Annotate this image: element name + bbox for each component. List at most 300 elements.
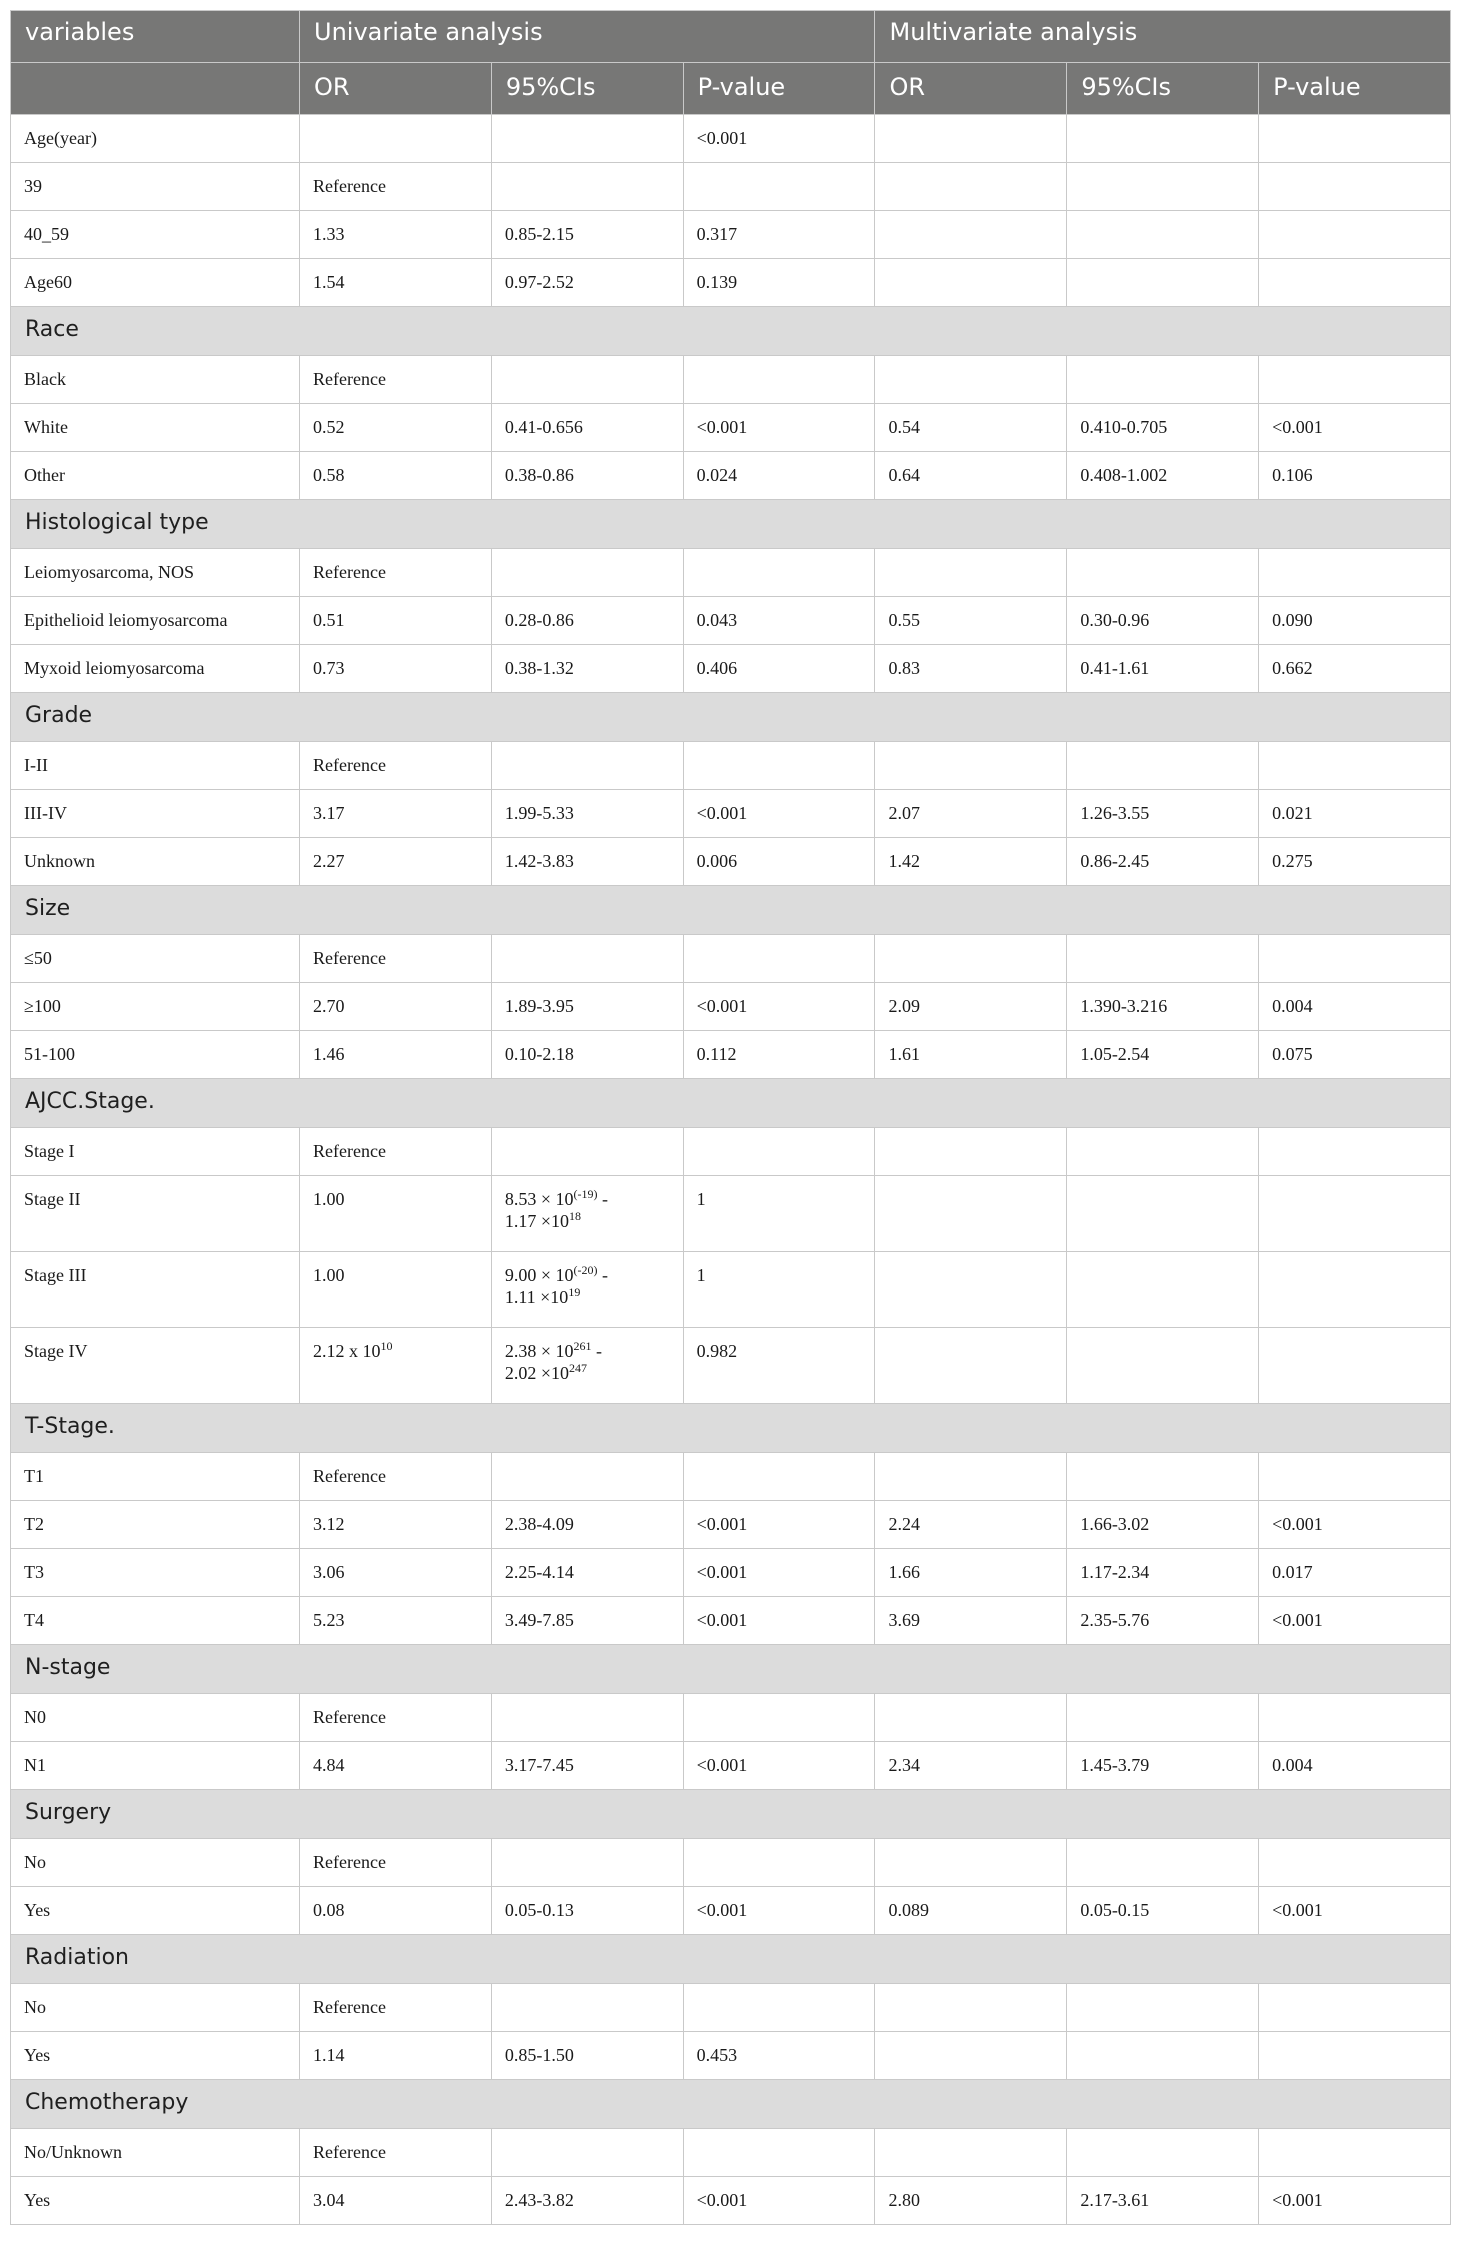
header-uni-ci: 95%CIs xyxy=(491,63,683,115)
cell-multi-p xyxy=(1259,1694,1451,1742)
cell-multi-or: 1.66 xyxy=(875,1549,1067,1597)
cell-variable: ≥100 xyxy=(11,983,300,1031)
or-exponent: 10 xyxy=(380,1339,393,1353)
table-header xyxy=(11,11,1451,115)
cell-uni-p: 0.024 xyxy=(683,452,875,500)
cell-uni-or: Reference xyxy=(300,1984,492,2032)
ci-lower-exponent: 261 xyxy=(573,1339,592,1353)
cell-uni-p xyxy=(683,935,875,983)
ci-lower-exponent: (-19) xyxy=(573,1187,598,1201)
cell-multi-p xyxy=(1259,935,1451,983)
cell-variable: 40_59 xyxy=(11,211,300,259)
cell-uni-or: 3.12 xyxy=(300,1501,492,1549)
cell-uni-ci: 2.38-4.09 xyxy=(491,1501,683,1549)
cell-uni-or: Reference xyxy=(300,549,492,597)
cell-uni-ci xyxy=(491,356,683,404)
cell-uni-p: 0.006 xyxy=(683,838,875,886)
cell-multi-ci: 2.35-5.76 xyxy=(1067,1597,1259,1645)
cell-multi-or: 2.80 xyxy=(875,2177,1067,2225)
cell-variable: Yes xyxy=(11,2177,300,2225)
table-row xyxy=(11,742,1451,790)
cell-uni-ci: 3.49-7.85 xyxy=(491,1597,683,1645)
cell-multi-p xyxy=(1259,163,1451,211)
cell-uni-ci xyxy=(491,163,683,211)
cell-uni-ci: 0.28-0.86 xyxy=(491,597,683,645)
table-row xyxy=(11,1252,1451,1328)
cell-multi-or xyxy=(875,211,1067,259)
cell-multi-or xyxy=(875,1453,1067,1501)
cell-uni-p: <0.001 xyxy=(683,1549,875,1597)
cell-variable: Stage III xyxy=(11,1252,300,1328)
cell-multi-p xyxy=(1259,2129,1451,2177)
table-row xyxy=(11,1328,1451,1404)
cell-uni-or: 4.84 xyxy=(300,1742,492,1790)
cell-uni-p: 1 xyxy=(683,1252,875,1328)
header-multi-ci: 95%CIs xyxy=(1067,63,1259,115)
cell-uni-p: <0.001 xyxy=(683,790,875,838)
cell-multi-p: 0.004 xyxy=(1259,983,1451,1031)
cell-empty xyxy=(1259,115,1451,163)
cell-multi-p: 0.662 xyxy=(1259,645,1451,693)
cell-uni-p: 0.453 xyxy=(683,2032,875,2080)
header-row-1 xyxy=(11,11,1451,63)
cell-uni-ci: 3.17-7.45 xyxy=(491,1742,683,1790)
cell-uni-or: 1.46 xyxy=(300,1031,492,1079)
cell-multi-p xyxy=(1259,1453,1451,1501)
table-row xyxy=(11,790,1451,838)
cell-uni-ci xyxy=(491,1176,683,1252)
cell-multi-ci xyxy=(1067,211,1259,259)
cell-multi-ci xyxy=(1067,935,1259,983)
table-row xyxy=(11,452,1451,500)
section-row xyxy=(11,1790,1451,1839)
cell-multi-or: 0.54 xyxy=(875,404,1067,452)
cell-uni-p: <0.001 xyxy=(683,1501,875,1549)
cell-multi-or: 1.42 xyxy=(875,838,1067,886)
table-row xyxy=(11,2032,1451,2080)
header-univariate: Univariate analysis xyxy=(300,11,875,63)
cell-uni-ci xyxy=(491,1252,683,1328)
cell-variable: 51-100 xyxy=(11,1031,300,1079)
cell-variable: ≤50 xyxy=(11,935,300,983)
table-row xyxy=(11,211,1451,259)
cell-uni-p: <0.001 xyxy=(683,115,875,163)
cell-uni-ci xyxy=(491,742,683,790)
cell-uni-or: 3.06 xyxy=(300,1549,492,1597)
cell-multi-ci xyxy=(1067,1453,1259,1501)
cell-uni-ci: 0.41-0.656 xyxy=(491,404,683,452)
cell-uni-p xyxy=(683,163,875,211)
header-uni-p: P-value xyxy=(683,63,875,115)
table-row xyxy=(11,356,1451,404)
header-multivariate: Multivariate analysis xyxy=(875,11,1450,63)
section-title: N-stage xyxy=(11,1645,1451,1694)
cell-multi-ci: 0.408-1.002 xyxy=(1067,452,1259,500)
cell-multi-or xyxy=(875,1839,1067,1887)
cell-uni-or: 1.00 xyxy=(300,1252,492,1328)
group-title-row xyxy=(11,115,1451,163)
table-row xyxy=(11,983,1451,1031)
cell-empty xyxy=(1067,1176,1259,1252)
cell-uni-or: 0.52 xyxy=(300,404,492,452)
cell-multi-p: 0.004 xyxy=(1259,1742,1451,1790)
cell-uni-or: 0.08 xyxy=(300,1887,492,1935)
cell-empty xyxy=(1259,1252,1451,1328)
cell-uni-ci: 1.42-3.83 xyxy=(491,838,683,886)
cell-variable: III-IV xyxy=(11,790,300,838)
cell-uni-or xyxy=(300,1328,492,1404)
cell-multi-p xyxy=(1259,259,1451,307)
ci-lower-mantissa: 9.00 × 10 xyxy=(504,1265,574,1285)
cell-multi-ci: 1.26-3.55 xyxy=(1067,790,1259,838)
cell-multi-ci: 0.05-0.15 xyxy=(1067,1887,1259,1935)
section-title: Race xyxy=(11,307,1451,356)
cell-multi-or: 3.69 xyxy=(875,1597,1067,1645)
cell-variable: T2 xyxy=(11,1501,300,1549)
cell-multi-or xyxy=(875,356,1067,404)
cell-uni-or: 1.00 xyxy=(300,1176,492,1252)
cell-variable: Unknown xyxy=(11,838,300,886)
cell-uni-p xyxy=(683,1453,875,1501)
cell-empty xyxy=(1067,1328,1259,1404)
cell-multi-p xyxy=(1259,1839,1451,1887)
ci-upper-exponent: 18 xyxy=(568,1208,581,1223)
cell-uni-ci xyxy=(491,1128,683,1176)
table-row xyxy=(11,1453,1451,1501)
header-row-2 xyxy=(11,63,1451,115)
table-row xyxy=(11,1839,1451,1887)
table-row xyxy=(11,1176,1451,1252)
regression-table xyxy=(10,10,1451,2225)
section-row xyxy=(11,500,1451,549)
cell-uni-ci xyxy=(491,1453,683,1501)
cell-multi-or xyxy=(875,1128,1067,1176)
cell-variable: White xyxy=(11,404,300,452)
cell-uni-or: Reference xyxy=(300,356,492,404)
cell-multi-ci xyxy=(1067,1128,1259,1176)
cell-multi-ci xyxy=(1067,1984,1259,2032)
cell-multi-ci xyxy=(1067,549,1259,597)
cell-uni-p: 0.406 xyxy=(683,645,875,693)
cell-uni-p: <0.001 xyxy=(683,1597,875,1645)
cell-multi-ci: 0.41-1.61 xyxy=(1067,645,1259,693)
ci-upper-exponent: 247 xyxy=(568,1360,587,1375)
cell-uni-or: Reference xyxy=(300,935,492,983)
cell-variable: 39 xyxy=(11,163,300,211)
cell-multi-ci: 1.05-2.54 xyxy=(1067,1031,1259,1079)
cell-uni-p: <0.001 xyxy=(683,1887,875,1935)
table-row xyxy=(11,935,1451,983)
header-multi-or: OR xyxy=(875,63,1067,115)
cell-uni-or xyxy=(300,115,492,163)
table-row xyxy=(11,1031,1451,1079)
cell-uni-or: Reference xyxy=(300,1839,492,1887)
cell-variable: Myxoid leiomyosarcoma xyxy=(11,645,300,693)
cell-multi-p xyxy=(1259,211,1451,259)
table-row xyxy=(11,1549,1451,1597)
cell-multi-or xyxy=(875,935,1067,983)
header-multi-p: P-value xyxy=(1259,63,1451,115)
cell-empty xyxy=(875,115,1067,163)
cell-empty xyxy=(875,1176,1067,1252)
cell-multi-p: <0.001 xyxy=(1259,404,1451,452)
table-body xyxy=(11,115,1451,2225)
header-variables: variables xyxy=(11,11,300,63)
section-row xyxy=(11,1645,1451,1694)
cell-uni-or: 5.23 xyxy=(300,1597,492,1645)
cell-uni-ci: 0.38-1.32 xyxy=(491,645,683,693)
cell-uni-p xyxy=(683,1839,875,1887)
cell-variable: No/Unknown xyxy=(11,2129,300,2177)
cell-multi-or: 2.34 xyxy=(875,1742,1067,1790)
cell-uni-ci: 0.97-2.52 xyxy=(491,259,683,307)
cell-multi-p: <0.001 xyxy=(1259,1887,1451,1935)
cell-uni-ci xyxy=(491,1839,683,1887)
cell-multi-ci xyxy=(1067,356,1259,404)
cell-variable: Stage I xyxy=(11,1128,300,1176)
ci-upper-mantissa: 1.17 ×10 xyxy=(504,1210,569,1231)
cell-multi-or: 0.83 xyxy=(875,645,1067,693)
cell-multi-p xyxy=(1259,742,1451,790)
cell-uni-ci: 0.05-0.13 xyxy=(491,1887,683,1935)
table-row xyxy=(11,645,1451,693)
section-row xyxy=(11,1079,1451,1128)
cell-uni-p: 0.982 xyxy=(683,1328,875,1404)
cell-variable: N1 xyxy=(11,1742,300,1790)
table-row xyxy=(11,259,1451,307)
cell-multi-p: <0.001 xyxy=(1259,1597,1451,1645)
cell-uni-ci xyxy=(491,1694,683,1742)
cell-variable: T4 xyxy=(11,1597,300,1645)
cell-uni-p xyxy=(683,742,875,790)
cell-variable: Age(year) xyxy=(11,115,300,163)
cell-multi-or xyxy=(875,259,1067,307)
or-mantissa: 2.12 x 10 xyxy=(313,1341,381,1361)
ci-upper-mantissa: 1.11 ×10 xyxy=(504,1286,569,1307)
cell-uni-or: Reference xyxy=(300,163,492,211)
cell-uni-or: 2.70 xyxy=(300,983,492,1031)
cell-variable: Leiomyosarcoma, NOS xyxy=(11,549,300,597)
section-title: Radiation xyxy=(11,1935,1451,1984)
cell-uni-or: 2.27 xyxy=(300,838,492,886)
cell-multi-or: 2.24 xyxy=(875,1501,1067,1549)
ci-separator: - xyxy=(597,1189,608,1209)
cell-variable: Stage II xyxy=(11,1176,300,1252)
section-row xyxy=(11,307,1451,356)
cell-uni-ci: 1.99-5.33 xyxy=(491,790,683,838)
cell-uni-or: Reference xyxy=(300,1128,492,1176)
cell-uni-ci: 0.10-2.18 xyxy=(491,1031,683,1079)
cell-multi-p: <0.001 xyxy=(1259,2177,1451,2225)
ci-separator: - xyxy=(591,1341,602,1361)
cell-uni-p: 1 xyxy=(683,1176,875,1252)
cell-multi-ci: 2.17-3.61 xyxy=(1067,2177,1259,2225)
cell-multi-ci xyxy=(1067,259,1259,307)
section-row xyxy=(11,1935,1451,1984)
cell-multi-p xyxy=(1259,2032,1451,2080)
ci-upper-mantissa: 2.02 ×10 xyxy=(504,1362,569,1383)
cell-multi-or xyxy=(875,549,1067,597)
cell-uni-ci: 0.85-2.15 xyxy=(491,211,683,259)
cell-multi-p xyxy=(1259,1128,1451,1176)
cell-variable: No xyxy=(11,1984,300,2032)
cell-uni-p: 0.139 xyxy=(683,259,875,307)
cell-uni-p: <0.001 xyxy=(683,2177,875,2225)
section-title: T-Stage. xyxy=(11,1404,1451,1453)
header-empty xyxy=(11,63,300,115)
cell-multi-ci xyxy=(1067,2129,1259,2177)
cell-uni-ci: 0.85-1.50 xyxy=(491,2032,683,2080)
cell-multi-p xyxy=(1259,549,1451,597)
table-row xyxy=(11,1597,1451,1645)
cell-multi-ci: 0.86-2.45 xyxy=(1067,838,1259,886)
cell-empty xyxy=(875,1328,1067,1404)
section-row xyxy=(11,693,1451,742)
cell-uni-p: <0.001 xyxy=(683,983,875,1031)
cell-variable: Black xyxy=(11,356,300,404)
cell-empty xyxy=(875,1252,1067,1328)
ci-separator: - xyxy=(597,1265,608,1285)
table-row xyxy=(11,1742,1451,1790)
table-row xyxy=(11,549,1451,597)
cell-uni-or: Reference xyxy=(300,742,492,790)
cell-uni-ci: 1.89-3.95 xyxy=(491,983,683,1031)
cell-uni-or: 3.17 xyxy=(300,790,492,838)
cell-variable: Stage IV xyxy=(11,1328,300,1404)
section-row xyxy=(11,2080,1451,2129)
cell-multi-p: 0.075 xyxy=(1259,1031,1451,1079)
cell-uni-or: 0.58 xyxy=(300,452,492,500)
cell-variable: Age60 xyxy=(11,259,300,307)
cell-variable: T1 xyxy=(11,1453,300,1501)
cell-uni-p xyxy=(683,1128,875,1176)
cell-multi-p xyxy=(1259,356,1451,404)
cell-multi-or: 2.09 xyxy=(875,983,1067,1031)
cell-uni-or: 0.73 xyxy=(300,645,492,693)
cell-multi-p xyxy=(1259,1984,1451,2032)
cell-uni-p xyxy=(683,1984,875,2032)
cell-multi-ci: 1.45-3.79 xyxy=(1067,1742,1259,1790)
section-title: Chemotherapy xyxy=(11,2080,1451,2129)
cell-multi-or: 1.61 xyxy=(875,1031,1067,1079)
cell-multi-or xyxy=(875,1694,1067,1742)
cell-variable: Epithelioid leiomyosarcoma xyxy=(11,597,300,645)
cell-multi-ci xyxy=(1067,163,1259,211)
cell-multi-or: 0.55 xyxy=(875,597,1067,645)
cell-uni-or: 1.14 xyxy=(300,2032,492,2080)
cell-uni-or: 0.51 xyxy=(300,597,492,645)
cell-variable: Yes xyxy=(11,2032,300,2080)
cell-uni-p xyxy=(683,356,875,404)
section-title: Grade xyxy=(11,693,1451,742)
table-row xyxy=(11,1128,1451,1176)
cell-uni-or: 1.54 xyxy=(300,259,492,307)
table-row xyxy=(11,163,1451,211)
cell-multi-ci: 1.390-3.216 xyxy=(1067,983,1259,1031)
cell-variable: Yes xyxy=(11,1887,300,1935)
cell-uni-ci xyxy=(491,549,683,597)
cell-uni-p: 0.317 xyxy=(683,211,875,259)
table-row xyxy=(11,597,1451,645)
cell-empty xyxy=(1259,1176,1451,1252)
cell-multi-or xyxy=(875,2129,1067,2177)
cell-empty xyxy=(1067,115,1259,163)
cell-multi-ci: 1.66-3.02 xyxy=(1067,1501,1259,1549)
cell-uni-p xyxy=(683,1694,875,1742)
cell-uni-ci xyxy=(491,935,683,983)
cell-uni-or: Reference xyxy=(300,2129,492,2177)
ci-lower-mantissa: 2.38 × 10 xyxy=(504,1341,574,1361)
cell-multi-or xyxy=(875,742,1067,790)
cell-multi-p: 0.021 xyxy=(1259,790,1451,838)
cell-variable: Other xyxy=(11,452,300,500)
cell-uni-ci xyxy=(491,1328,683,1404)
cell-empty xyxy=(1067,1252,1259,1328)
cell-multi-ci: 0.30-0.96 xyxy=(1067,597,1259,645)
cell-multi-ci: 0.410-0.705 xyxy=(1067,404,1259,452)
section-row xyxy=(11,886,1451,935)
cell-multi-or: 2.07 xyxy=(875,790,1067,838)
table-row xyxy=(11,1984,1451,2032)
cell-multi-p: 0.275 xyxy=(1259,838,1451,886)
cell-multi-or xyxy=(875,2032,1067,2080)
cell-multi-ci xyxy=(1067,1694,1259,1742)
section-title: Surgery xyxy=(11,1790,1451,1839)
cell-multi-p: 0.017 xyxy=(1259,1549,1451,1597)
cell-uni-ci: 0.38-0.86 xyxy=(491,452,683,500)
cell-multi-ci xyxy=(1067,1839,1259,1887)
cell-uni-p: <0.001 xyxy=(683,404,875,452)
table-row xyxy=(11,1887,1451,1935)
section-title: Histological type xyxy=(11,500,1451,549)
cell-uni-ci xyxy=(491,115,683,163)
cell-uni-or: 3.04 xyxy=(300,2177,492,2225)
cell-multi-p: <0.001 xyxy=(1259,1501,1451,1549)
cell-multi-or xyxy=(875,163,1067,211)
cell-uni-or: Reference xyxy=(300,1694,492,1742)
section-title: Size xyxy=(11,886,1451,935)
cell-empty xyxy=(1259,1328,1451,1404)
table-row xyxy=(11,1694,1451,1742)
cell-uni-ci: 2.25-4.14 xyxy=(491,1549,683,1597)
cell-multi-or xyxy=(875,1984,1067,2032)
cell-variable: No xyxy=(11,1839,300,1887)
cell-uni-p: <0.001 xyxy=(683,1742,875,1790)
cell-variable: N0 xyxy=(11,1694,300,1742)
cell-uni-ci xyxy=(491,2129,683,2177)
cell-multi-p: 0.090 xyxy=(1259,597,1451,645)
cell-multi-ci: 1.17-2.34 xyxy=(1067,1549,1259,1597)
cell-uni-ci xyxy=(491,1984,683,2032)
cell-uni-or: 1.33 xyxy=(300,211,492,259)
ci-lower-exponent: (-20) xyxy=(573,1263,598,1277)
table-row xyxy=(11,1501,1451,1549)
ci-lower-mantissa: 8.53 × 10 xyxy=(504,1189,574,1209)
table-row xyxy=(11,2129,1451,2177)
table-row xyxy=(11,838,1451,886)
table-row xyxy=(11,404,1451,452)
cell-uni-p: 0.112 xyxy=(683,1031,875,1079)
table-row xyxy=(11,2177,1451,2225)
cell-variable: I-II xyxy=(11,742,300,790)
cell-multi-or: 0.64 xyxy=(875,452,1067,500)
cell-multi-p: 0.106 xyxy=(1259,452,1451,500)
cell-uni-or: Reference xyxy=(300,1453,492,1501)
regression-table-container xyxy=(10,10,1450,2225)
cell-multi-or: 0.089 xyxy=(875,1887,1067,1935)
cell-multi-ci xyxy=(1067,2032,1259,2080)
cell-multi-ci xyxy=(1067,742,1259,790)
